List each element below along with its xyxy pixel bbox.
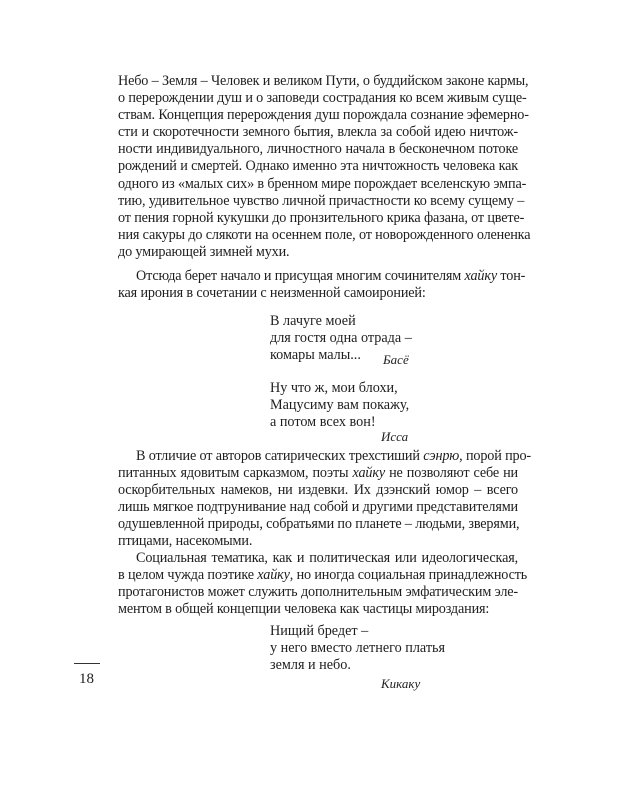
text-line: тию, удивительное чувство личной причастности ко всему сущему – xyxy=(118,192,525,209)
text-line: Социальная тематика, как и политическая или идеологическая, xyxy=(136,550,518,566)
text-line: рождений и смертей. Однако именно эта ничтожность человека как xyxy=(118,158,518,175)
poem-line: для гостя одна отрада – xyxy=(270,330,412,347)
paragraph-2 xyxy=(118,268,526,302)
text-line: оскорбительных намеков, ни издевки. Их дзэнский юмор – всего xyxy=(118,482,518,499)
emphasis-haiku: хайку xyxy=(352,465,385,482)
text-line: от пения горной кукушки до пронзительного крика фазана, от цвете- xyxy=(118,209,525,226)
text-line: питанных ядовитым сарказмом, поэты хайку не позволяют себе ни xyxy=(118,465,518,482)
text-line: одушевленной природы, собратьями по планете – людьми, зверями, xyxy=(118,516,520,533)
text-line: ности индивидуального, личностного начала в бесконечном потоке xyxy=(118,141,518,158)
poem-line: земля и небо. xyxy=(270,657,351,674)
poem-line: у него вместо летнего платья xyxy=(270,640,446,657)
text-line: Небо – Земля – Человек и великом Пути, о буддийском законе кармы, xyxy=(118,73,529,89)
text-line: ния сакуры до слякоти на осеннем поле, от новорожденного олененка xyxy=(118,226,531,243)
emphasis-haiku: хайку xyxy=(257,567,290,584)
poem-line: В лачуге моей xyxy=(270,313,356,329)
poem-issa xyxy=(270,380,430,431)
emphasis-haiku: хайку xyxy=(464,268,497,284)
text-line: ментом в общей концепции человека как частицы мироздания: xyxy=(118,601,490,618)
text-line: протагонистов может служить дополнительным эмфатическим эле- xyxy=(118,584,518,601)
text-line: одного из «малых сих» в бренном мире порождает вселенскую эмпа- xyxy=(118,175,527,192)
poem-kikaku xyxy=(270,623,446,674)
text-line: сти и скоротечности земного бытия, влекла за собой идею ничтож- xyxy=(118,124,518,141)
text-line: лишь мягкое подтрунивание над собой и другими представителями xyxy=(118,499,518,516)
text-line: ствам. Концепция перерождения душ порождала сознание эфемерно- xyxy=(118,107,529,124)
poem-author: Басё xyxy=(383,352,409,367)
page-number: 18 xyxy=(79,671,94,687)
text-line: Отсюда берет начало и присущая многим сочинителям хайку тон- xyxy=(136,268,526,284)
paragraph-3 xyxy=(118,448,531,551)
emphasis-senryu: сэнрю xyxy=(423,448,460,464)
text-line: В отличие от авторов сатирических трехстиший сэнрю, порой про- xyxy=(136,448,531,464)
paragraph-4 xyxy=(118,550,528,618)
text-line: кая ирония в сочетании с неизменной самоиронией: xyxy=(118,285,426,302)
page-number-rule xyxy=(74,663,100,664)
text-line: птицами, насекомыми. xyxy=(118,533,253,550)
paragraph-1 xyxy=(118,73,531,261)
poem-line: Ну что ж, мои блохи, xyxy=(270,380,398,396)
text-line: в целом чужда поэтике хайку, но иногда социальная принадлежность xyxy=(118,567,528,584)
poem-line: Нищий бредет – xyxy=(270,623,369,639)
poem-line: комары малы... xyxy=(270,347,361,364)
poem-line: Мацусиму вам покажу, xyxy=(270,397,410,414)
text-line: о перерождении душ и о заповеди сострадания ко всем живым суще- xyxy=(118,90,527,107)
poem-author: Исса xyxy=(381,429,409,444)
poem-author: Кикаку xyxy=(381,676,421,691)
poem-line: а потом всех вон! xyxy=(270,414,376,431)
text-line: до умирающей зимней мухи. xyxy=(118,243,290,260)
